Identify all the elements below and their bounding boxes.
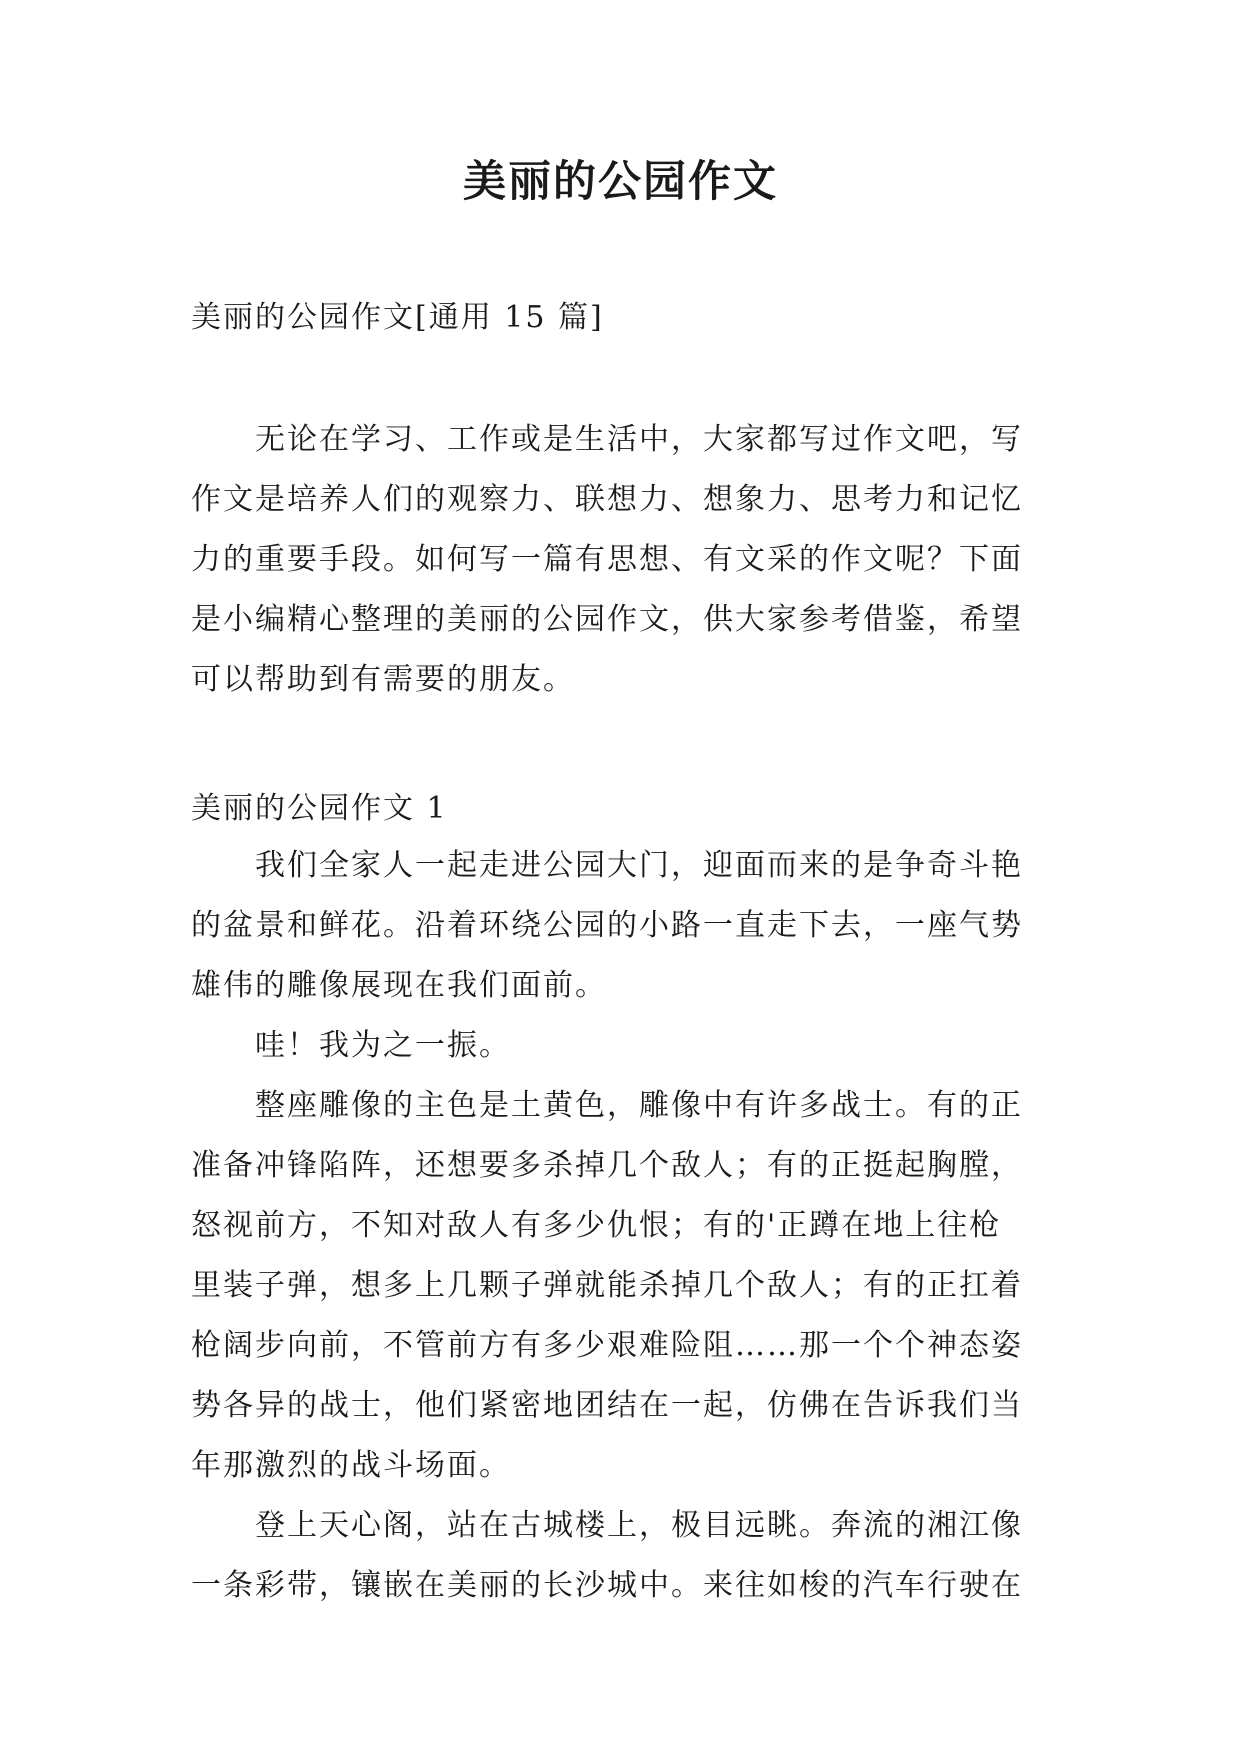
section-heading: 美丽的公园作文 1	[191, 791, 448, 826]
paragraph-line: 的盆景和鲜花。沿着环绕公园的小路一直走下去，一座气势	[191, 908, 1023, 943]
paragraph-line: 雄伟的雕像展现在我们面前。	[191, 968, 607, 1003]
document-subtitle-block	[191, 288, 1051, 348]
paragraph-line: 势各异的战士，他们紧密地团结在一起，仿佛在告诉我们当	[191, 1388, 1023, 1423]
paragraph-line: 登上天心阁，站在古城楼上，极目远眺。奔流的湘江像	[255, 1508, 1023, 1543]
document-subtitle: 美丽的公园作文[通用 15 篇]	[191, 300, 604, 335]
paragraph-line: 怒视前方，不知对敌人有多少仇恨；有的'正蹲在地上往枪	[191, 1208, 1002, 1243]
document-title: 美丽的公园作文	[463, 157, 778, 207]
intro-line: 无论在学习、工作或是生活中，大家都写过作文吧，写	[255, 422, 1023, 457]
essay-paragraph	[191, 1076, 1051, 1496]
intro-line: 可以帮助到有需要的朋友。	[191, 662, 575, 697]
intro-line: 是小编精心整理的美丽的公园作文，供大家参考借鉴，希望	[191, 602, 1023, 637]
paragraph-line: 里装子弹，想多上几颗子弹就能杀掉几个敌人；有的正扛着	[191, 1268, 1023, 1303]
paragraph-line: 年那激烈的战斗场面。	[191, 1448, 511, 1483]
paragraph-line: 哇！我为之一振。	[255, 1028, 511, 1063]
essay-paragraph	[191, 1016, 1051, 1076]
intro-line: 力的重要手段。如何写一篇有思想、有文采的作文呢？下面	[191, 542, 1023, 577]
paragraph-line: 枪阔步向前，不管前方有多少艰难险阻……那一个个神态姿	[191, 1328, 1023, 1363]
intro-line: 作文是培养人们的观察力、联想力、想象力、思考力和记忆	[191, 482, 1023, 517]
paragraph-line: 准备冲锋陷阵，还想要多杀掉几个敌人；有的正挺起胸膛，	[191, 1148, 1023, 1183]
paragraph-line: 整座雕像的主色是土黄色，雕像中有许多战士。有的正	[255, 1088, 1023, 1123]
essay-section-1	[191, 782, 1051, 1616]
essay-paragraph	[191, 1496, 1051, 1616]
intro-paragraph	[191, 410, 1051, 710]
essay-paragraph	[191, 836, 1051, 1016]
paragraph-line: 一条彩带，镶嵌在美丽的长沙城中。来往如梭的汽车行驶在	[191, 1568, 1023, 1603]
document-body	[191, 288, 1051, 1616]
paragraph-line: 我们全家人一起走进公园大门，迎面而来的是争奇斗艳	[255, 848, 1023, 883]
